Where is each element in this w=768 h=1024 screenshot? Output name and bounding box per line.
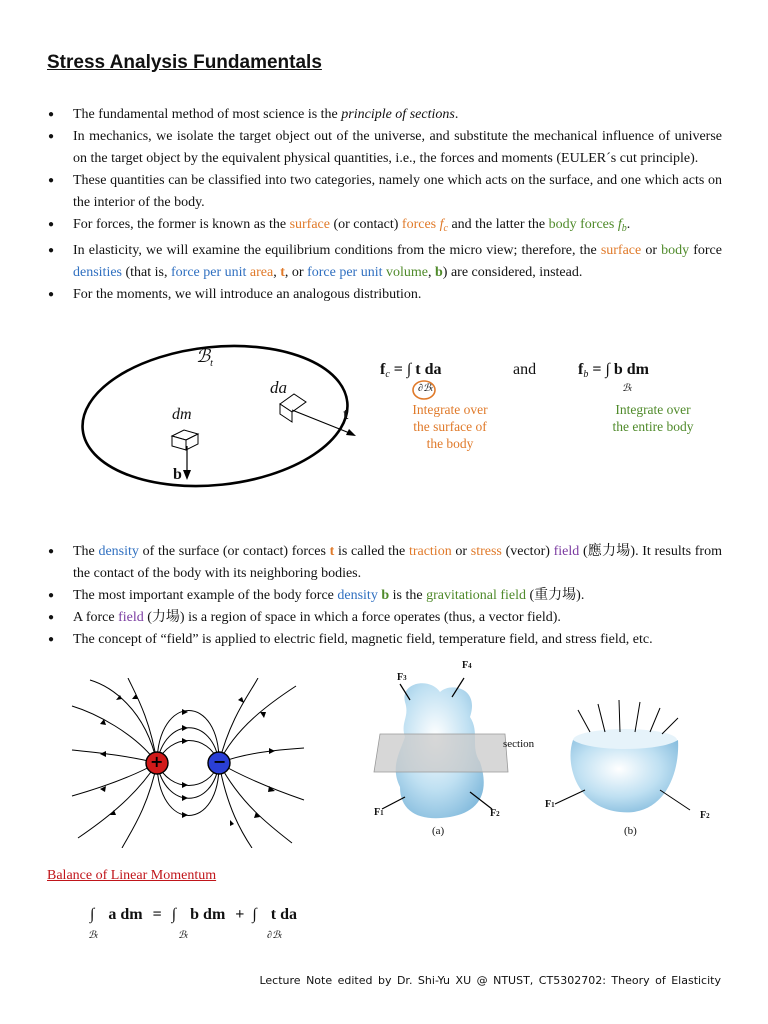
term-field: field	[118, 610, 144, 625]
list-item: ● The concept of “field” is applied to electric field, magnetic field, temperature field, and stress field, etc.	[46, 629, 722, 651]
figure-caption-b: (b)	[624, 825, 637, 837]
symbol-fc-sub: c	[443, 223, 448, 234]
force-label-f2: F2	[700, 810, 710, 821]
term-surface: surface	[289, 217, 330, 232]
list-item	[46, 541, 722, 585]
list-item	[46, 607, 722, 629]
term-body-forces: body forces	[548, 217, 618, 232]
bullet-text: of the surface (or contact) forces	[138, 544, 330, 559]
bullet-text: ,	[428, 265, 435, 280]
field-bullet-list	[46, 541, 722, 651]
symbol-fb: f	[617, 217, 622, 232]
force-label-f1: F1	[545, 799, 555, 810]
plus-sign: +	[150, 752, 164, 771]
bullet-text: .	[626, 217, 631, 232]
dipole-field-figure	[70, 678, 306, 848]
equation-fb-limit: ℬt	[622, 383, 632, 394]
equation-fc: $f_c$ = ∫ t da	[380, 361, 442, 380]
symbol-b: b	[381, 588, 390, 603]
term-gravitational-field: gravitational field	[426, 588, 526, 603]
bullet-text: (應力場). It results from the contact of the body with its neighboring bodies.	[73, 544, 722, 581]
term-force-per-unit: force per unit	[171, 265, 250, 280]
symbol-b: b	[435, 265, 443, 280]
term-stress: stress	[470, 544, 502, 559]
term-density: density	[98, 544, 139, 559]
caption-body-integral: Integrate over the entire body	[612, 402, 694, 434]
bullet-text: (vector)	[501, 544, 554, 559]
integral-limit: ℬt	[88, 930, 98, 941]
list-item: ● These quantities can be classified into two categories, namely one which acts on the surface, and one which acts on the interior of the body.	[46, 170, 722, 214]
bullet-text: For forces, the former is known as the	[73, 217, 290, 232]
intro-bullet-list	[46, 104, 722, 306]
section-plane	[374, 734, 508, 772]
integral-limit: ℬt	[178, 930, 188, 941]
emphasis-text: principle of sections	[341, 107, 455, 122]
term-forces: forces	[401, 217, 440, 232]
bullet-text: ) are considered, instead.	[442, 265, 583, 280]
bullet-text: .	[454, 107, 459, 122]
list-item	[46, 240, 722, 284]
term-body: body	[661, 243, 690, 258]
da-label: da	[270, 378, 287, 397]
body-section-diagram	[74, 334, 364, 494]
term-traction: traction	[408, 544, 452, 559]
section-label: section	[503, 738, 535, 750]
list-item	[46, 214, 722, 240]
bullet-text: force	[689, 243, 722, 258]
force-label-f3: F3	[397, 672, 407, 683]
force-label-f2: F2	[490, 808, 500, 819]
minus-sign: −	[213, 752, 227, 771]
bullet-text: is the	[389, 588, 427, 603]
balance-heading: Balance of Linear Momentum	[47, 868, 217, 883]
bullet-text: The most important example of the body force	[73, 588, 338, 603]
momentum-equation: ∫ a dm = ∫ b dm + ∫ t da	[90, 906, 298, 923]
bullet-text: and the latter the	[447, 217, 549, 232]
term-surface: surface	[600, 243, 642, 258]
force-label-f1: F1	[374, 807, 384, 818]
caption-surface-integral: Integrate over the surface of the body	[412, 402, 488, 451]
term-area: area	[249, 265, 274, 280]
body-outline	[76, 334, 355, 494]
integral-limit: ∂ℬt	[267, 930, 282, 941]
list-item: ● In mechanics, we isolate the target object out of the universe, and substitute the mechanical influence of universe on the target object by the equivalent physical quantities, i.e., the forces and moments (EULER´s cut principle).	[46, 126, 722, 170]
t-label: t	[343, 406, 349, 423]
bullet-text: A force	[73, 610, 119, 625]
symbol-t: t	[329, 544, 335, 559]
term-field: field	[553, 544, 580, 559]
bullet-text: ,	[273, 265, 281, 280]
bullet-text: or	[451, 544, 471, 559]
term-volume: volume	[386, 265, 428, 280]
section-figure	[360, 662, 730, 842]
bullet-text: is called the	[334, 544, 409, 559]
figure-caption-a: (a)	[432, 825, 445, 837]
bullet-text: The fundamental method of most science is the	[73, 107, 342, 122]
bullet-text: or	[641, 243, 662, 258]
body-b	[555, 700, 690, 812]
body-a	[374, 678, 508, 818]
page-title: Stress Analysis Fundamentals	[47, 52, 322, 73]
bullet-text: , or	[284, 265, 308, 280]
b-label: b	[173, 466, 182, 483]
page-footer: Lecture Note edited by Dr. Shi-Yu XU @ NTUST, CT5302702: Theory of Elasticity	[259, 974, 721, 987]
region-label: ℬ$_t$	[196, 346, 213, 369]
term-density: density	[337, 588, 378, 603]
equation-fc-limit: ∂ℬt	[418, 383, 433, 394]
bullet-text: (that is,	[122, 265, 171, 280]
list-item	[46, 104, 722, 126]
term-force-per-unit: force per unit	[307, 265, 386, 280]
bullet-text: (重力場).	[526, 588, 585, 603]
list-item	[46, 585, 722, 607]
bullet-text: In elasticity, we will examine the equilibrium conditions from the micro view; therefore, the	[73, 243, 601, 258]
dm-label: dm	[172, 406, 192, 423]
equation-fb: $f_b$ = ∫ b dm	[578, 361, 649, 380]
volume-element-dm	[172, 430, 198, 450]
symbol-fb-sub: b	[621, 223, 627, 234]
and-label: and	[513, 361, 537, 378]
bullet-text: (力場) is a region of space in which a force operates (thus, a vector field).	[143, 610, 561, 625]
force-label-f4: F4	[462, 660, 472, 671]
symbol-fc: f	[439, 217, 444, 232]
symbol-t: t	[280, 265, 285, 280]
bullet-text: (or contact)	[329, 217, 402, 232]
list-item: ● For the moments, we will introduce an analogous distribution.	[46, 284, 722, 306]
bullet-text: The	[73, 544, 99, 559]
term-densities: densities	[73, 265, 122, 280]
surface-element-da	[280, 394, 306, 422]
